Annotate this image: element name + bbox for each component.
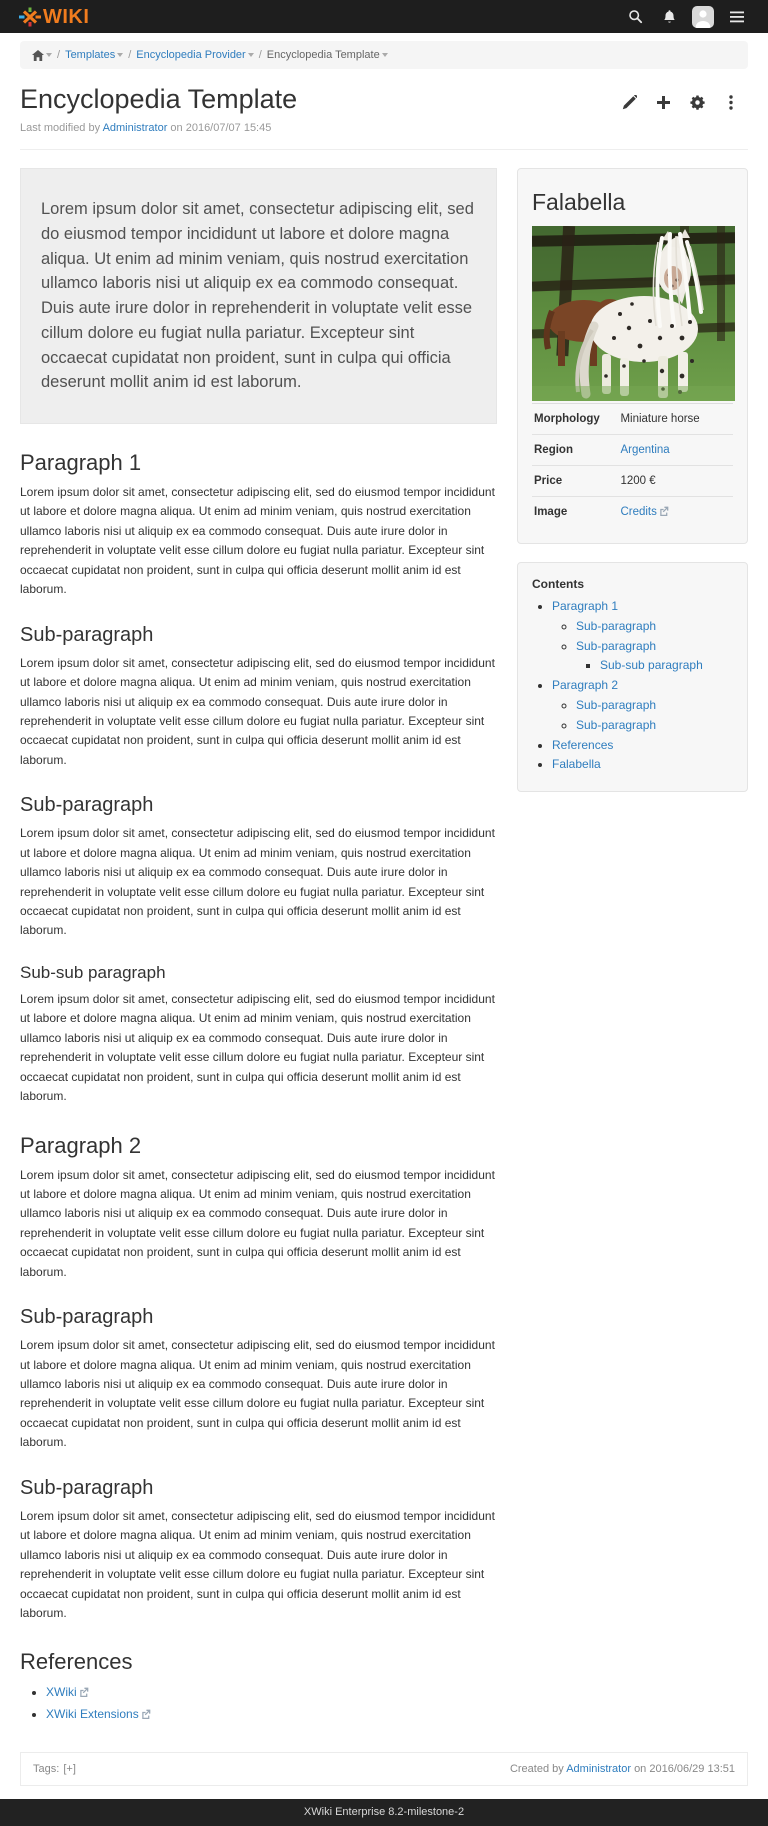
breadcrumb-caret[interactable]: [382, 53, 388, 57]
section-body: Lorem ipsum dolor sit amet, consectetur adipiscing elit, sed do eiusmod tempor incididunt ut labore et dolore magna aliqua. Ut enim ad minim veniam, quis nostrud exercitation ullamco laboris nisi ut aliquip ex ea commodo consequat. Duis aute irure dolor in reprehenderit in voluptate velit esse cillum dolore eu fugiat nulla pariatur. Excepteur sint occaecat cupidatat non proident, sunt in culpa qui officia deserunt mollit anim id est laborum.: [20, 1167, 495, 1279]
section-sub-paragraph-1: [20, 624, 497, 771]
toc-item: [576, 637, 733, 677]
infobox-label: Price: [534, 475, 563, 487]
section-sub-paragraph-4: [20, 1477, 497, 1624]
document-content: [20, 168, 497, 1726]
infobox-row-region: [532, 435, 733, 466]
reference-item: [46, 1704, 497, 1726]
header-divider: [20, 149, 748, 150]
xwiki-logo[interactable]: [18, 5, 89, 29]
section-body: Lorem ipsum dolor sit amet, consectetur adipiscing elit, sed do eiusmod tempor incididunt ut labore et dolore magna aliqua. Ut enim ad minim veniam, quis nostrud exercitation ullamco laboris nisi ut aliquip ex ea commodo consequat. Duis aute irure dolor in reprehenderit in voluptate velit esse cillum dolore eu fugiat nulla pariatur. Excepteur sint occaecat cupidatat non proident, sunt in culpa qui officia deserunt mollit anim id est laborum.: [20, 1338, 495, 1450]
version-bar: XWiki Enterprise 8.2-milestone-2: [0, 1799, 768, 1826]
infobox-row-price: [532, 466, 733, 497]
breadcrumb-caret[interactable]: [117, 53, 123, 57]
toc-link-sub-paragraph[interactable]: Sub-paragraph: [576, 618, 657, 633]
toc-link-sub-paragraph[interactable]: Sub-paragraph: [576, 717, 657, 732]
breadcrumb-caret[interactable]: [248, 53, 254, 57]
breadcrumb: [20, 41, 748, 69]
infobox-title: Falabella: [532, 189, 626, 215]
section-sub-paragraph-2: [20, 794, 497, 941]
more-actions-button[interactable]: [714, 89, 748, 115]
breadcrumb-separator: /: [57, 49, 61, 61]
external-link-icon: [79, 1687, 89, 1697]
toc-item: [552, 597, 733, 676]
toc-item: [576, 696, 733, 716]
infobox-label: Region: [534, 444, 573, 456]
home-icon: [32, 50, 44, 61]
infobox-value: 1200 €: [620, 475, 656, 487]
edit-button[interactable]: [612, 89, 646, 115]
toc-item: [600, 656, 733, 676]
section-heading: Sub-paragraph: [20, 794, 154, 817]
infobox-value: Miniature horse: [620, 413, 700, 425]
reference-link-xwiki[interactable]: XWiki: [46, 1685, 89, 1699]
section-heading: Paragraph 2: [20, 1132, 142, 1158]
section-body: Lorem ipsum dolor sit amet, consectetur adipiscing elit, sed do eiusmod tempor incididunt ut labore et dolore magna aliqua. Ut enim ad minim veniam, quis nostrud exercitation ullamco laboris nisi ut aliquip ex ea commodo consequat. Duis aute irure dolor in reprehenderit in voluptate velit esse cillum dolore eu fugiat nulla pariatur. Excepteur sint occaecat cupidatat non proident, sunt in culpa qui officia deserunt mollit anim id est laborum.: [20, 655, 495, 767]
toc-link-sub-sub-paragraph[interactable]: Sub-sub paragraph: [600, 658, 703, 673]
section-paragraph-1: [20, 450, 497, 600]
horse-photo[interactable]: [532, 226, 733, 401]
lead-paragraph: Lorem ipsum dolor sit amet, consectetur adipiscing elit, sed do eiusmod tempor incididunt ut labore et dolore magna aliqua. Ut enim ad minim veniam, quis nostrud exercitation ullamco laboris nisi ut aliquip ex ea commodo consequat. Duis aute irure dolor in reprehenderit in voluptate velit esse cillum dolore eu fugiat nulla pariatur. Excepteur sint occaecat cupidatat non proident, sunt in culpa qui officia deserunt mollit anim id est laborum.: [20, 168, 497, 424]
section-body: Lorem ipsum dolor sit amet, consectetur adipiscing elit, sed do eiusmod tempor incididunt ut labore et dolore magna aliqua. Ut enim ad minim veniam, quis nostrud exercitation ullamco laboris nisi ut aliquip ex ea commodo consequat. Duis aute irure dolor in reprehenderit in voluptate velit esse cillum dolore eu fugiat nulla pariatur. Excepteur sint occaecat cupidatat non proident, sunt in culpa qui officia deserunt mollit anim id est laborum.: [20, 991, 495, 1104]
toc-link-sub-paragraph[interactable]: Sub-paragraph: [576, 638, 657, 653]
external-link-icon: [659, 506, 669, 516]
kebab-icon: [729, 95, 733, 110]
pencil-icon: [622, 95, 637, 110]
section-heading: Sub-sub paragraph: [20, 962, 166, 982]
toc-item: [576, 716, 733, 736]
infobox-row-image: [532, 497, 733, 528]
section-references: [20, 1649, 497, 1725]
contents-panel: [517, 562, 748, 792]
breadcrumb-current-page: Encyclopedia Template: [266, 49, 380, 61]
settings-button[interactable]: [680, 89, 714, 115]
section-body: Lorem ipsum dolor sit amet, consectetur adipiscing elit, sed do eiusmod tempor incididunt ut labore et dolore magna aliqua. Ut enim ad minim veniam, quis nostrud exercitation ullamco laboris nisi ut aliquip ex ea commodo consequat. Duis aute irure dolor in reprehenderit in voluptate velit esse cillum dolore eu fugiat nulla pariatur. Excepteur sint occaecat cupidatat non proident, sunt in culpa qui officia deserunt mollit anim id est laborum.: [20, 826, 495, 938]
toc-link-paragraph-2[interactable]: Paragraph 2: [552, 678, 619, 693]
references-list: [20, 1682, 497, 1725]
credits-link[interactable]: Credits: [620, 506, 668, 518]
notifications-button[interactable]: [652, 0, 686, 33]
toc-item: [552, 736, 733, 756]
search-icon: [628, 9, 643, 24]
infobox-label: Morphology: [534, 413, 600, 425]
section-paragraph-2: [20, 1133, 497, 1283]
xwiki-asterisk-icon: [18, 5, 42, 29]
breadcrumb-link-templates[interactable]: Templates: [65, 49, 116, 61]
hamburger-icon: [730, 11, 744, 23]
drawer-menu-button[interactable]: [720, 0, 754, 33]
section-body: Lorem ipsum dolor sit amet, consectetur adipiscing elit, sed do eiusmod tempor incididunt ut labore et dolore magna aliqua. Ut enim ad minim veniam, quis nostrud exercitation ullamco laboris nisi ut aliquip ex ea commodo consequat. Duis aute irure dolor in reprehenderit in voluptate velit esse cillum dolore eu fugiat nulla pariatur. Excepteur sint occaecat cupidatat non proident, sunt in culpa qui officia deserunt mollit anim id est laborum.: [20, 485, 495, 597]
last-modified-prefix: Last modified by: [20, 122, 101, 134]
document-footer: [20, 1752, 748, 1786]
section-sub-paragraph-3: [20, 1306, 497, 1453]
section-heading: Sub-paragraph: [20, 1476, 154, 1499]
section-heading: Sub-paragraph: [20, 1306, 154, 1329]
logo-wordmark: WIKI: [43, 5, 90, 28]
page-actions: [612, 89, 748, 115]
breadcrumb-separator: /: [128, 49, 132, 61]
created-prefix: Created by: [509, 1762, 564, 1775]
toc-link-paragraph-1[interactable]: Paragraph 1: [552, 599, 619, 613]
region-link[interactable]: Argentina: [620, 444, 670, 456]
breadcrumb-separator: /: [258, 49, 262, 61]
created-line: [510, 1763, 735, 1775]
gear-icon: [690, 95, 705, 110]
page-title: Encyclopedia Template: [20, 84, 298, 114]
last-modified-line: [20, 122, 748, 134]
reference-link-xwiki-extensions[interactable]: XWiki Extensions: [46, 1707, 151, 1721]
section-heading: Paragraph 1: [20, 450, 142, 475]
search-button[interactable]: [618, 0, 652, 33]
breadcrumb-home-caret[interactable]: [46, 53, 52, 57]
last-modified-suffix: on 2016/07/07 15:45: [170, 122, 272, 134]
avatar: [692, 6, 714, 28]
toc-link-references[interactable]: References: [552, 737, 614, 752]
infobox-row-morphology: [532, 404, 733, 435]
infobox-panel: [517, 168, 748, 544]
create-button[interactable]: [646, 89, 680, 115]
toc-link-sub-paragraph[interactable]: Sub-paragraph: [576, 697, 657, 712]
toc-item: [552, 676, 733, 735]
table-of-contents: [532, 597, 733, 775]
toc-item: [576, 617, 733, 637]
breadcrumb-home-link[interactable]: [32, 50, 52, 61]
section-heading: Sub-paragraph: [20, 623, 154, 646]
last-modified-author-link[interactable]: Administrator: [102, 122, 168, 134]
created-suffix: on 2016/06/29 13:51: [634, 1762, 735, 1775]
add-tag-button[interactable]: [+]: [63, 1762, 76, 1775]
section-sub-sub-paragraph: [20, 963, 497, 1107]
reference-item: [46, 1682, 497, 1704]
right-sidebar: [517, 168, 748, 810]
infobox-table: [532, 403, 733, 527]
top-navbar: [0, 0, 768, 33]
contents-title: Contents: [532, 577, 584, 591]
tags-label: Tags:: [33, 1762, 60, 1775]
bell-icon: [662, 9, 677, 24]
infobox-label: Image: [534, 506, 568, 518]
plus-icon: [656, 95, 671, 110]
created-author-link[interactable]: Administrator: [566, 1762, 631, 1775]
user-avatar-button[interactable]: [686, 0, 720, 33]
section-body: Lorem ipsum dolor sit amet, consectetur adipiscing elit, sed do eiusmod tempor incididunt ut labore et dolore magna aliqua. Ut enim ad minim veniam, quis nostrud exercitation ullamco laboris nisi ut aliquip ex ea commodo consequat. Duis aute irure dolor in reprehenderit in voluptate velit esse cillum dolore eu fugiat nulla pariatur. Excepteur sint occaecat cupidatat non proident, sunt in culpa qui officia deserunt mollit anim id est laborum.: [20, 1508, 495, 1620]
toc-item: [552, 755, 733, 775]
tags-area: [33, 1763, 77, 1775]
external-link-icon: [141, 1709, 151, 1719]
section-heading: References: [20, 1649, 133, 1675]
breadcrumb-link-encyclopedia-provider[interactable]: Encyclopedia Provider: [136, 49, 246, 61]
toc-link-falabella[interactable]: Falabella: [552, 757, 601, 772]
